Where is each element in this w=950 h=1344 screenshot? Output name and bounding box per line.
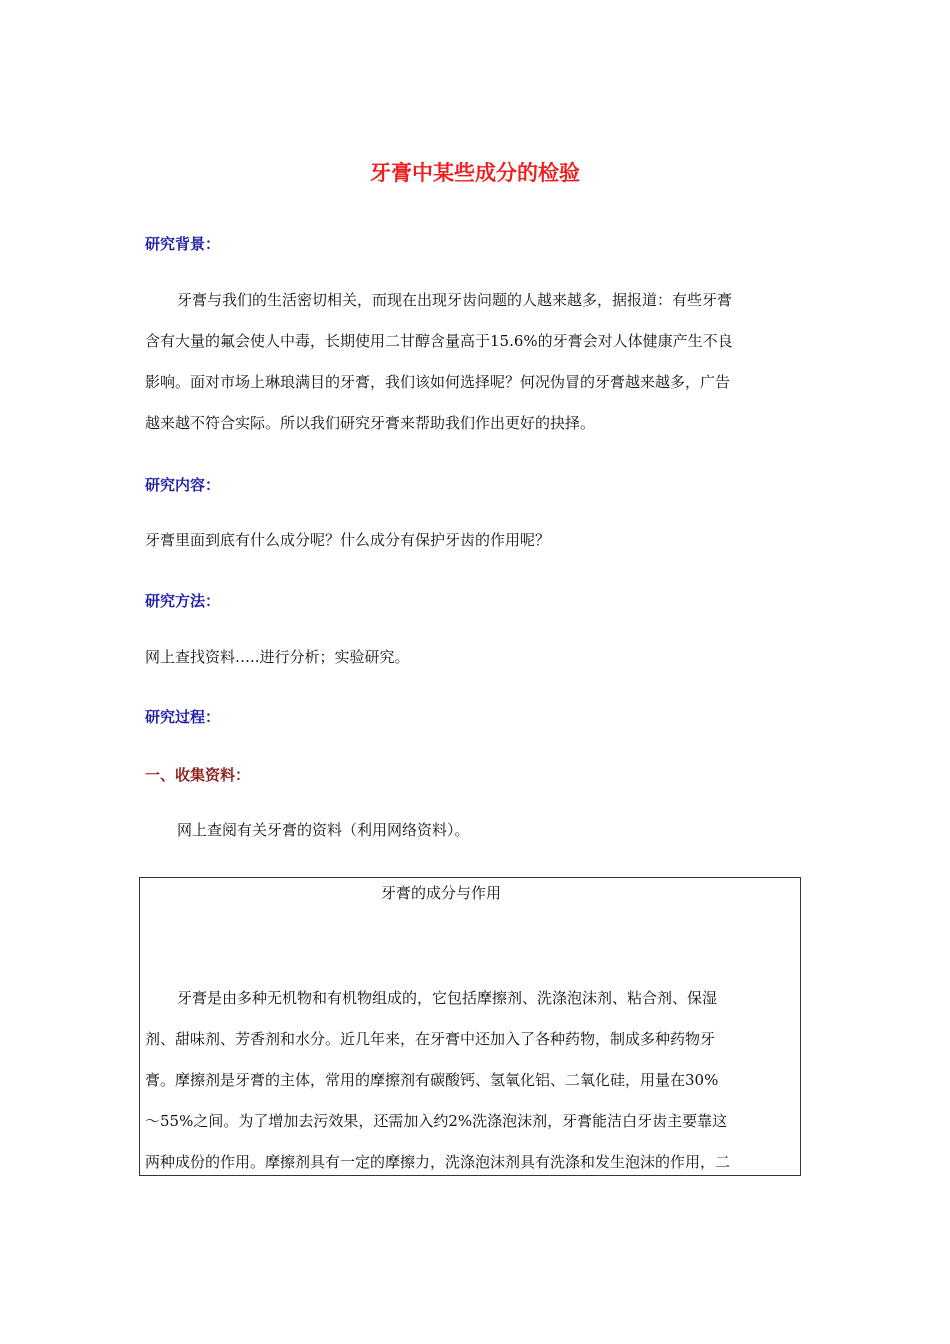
heading-method: 研究方法： [145, 592, 221, 610]
excerpt-line: 两种成份的作用。摩擦剂具有一定的摩擦力，洗涤泡沫剂具有洗涤和发生泡沫的作用，二 [145, 1153, 731, 1171]
heading-content: 研究内容： [145, 476, 221, 494]
content-text: 牙膏里面到底有什么成分呢？什么成分有保护牙齿的作用呢？ [145, 531, 551, 549]
heading-step1: 一、收集资料： [145, 766, 251, 784]
excerpt-box [139, 877, 801, 1176]
background-line: 越来越不符合实际。所以我们研究牙膏来帮助我们作出更好的抉择。 [145, 414, 596, 432]
excerpt-line: 牙膏是由多种无机物和有机物组成的，它包括摩擦剂、洗涤泡沫剂、粘合剂、保湿 [177, 989, 718, 1007]
heading-process: 研究过程： [145, 708, 221, 726]
excerpt-line: 剂、甜味剂、芳香剂和水分。近几年来，在牙膏中还加入了各种药物，制成多种药物牙 [145, 1030, 716, 1048]
background-line: 牙膏与我们的生活密切相关，而现在出现牙齿问题的人越来越多，据报道：有些牙膏 [177, 291, 733, 309]
excerpt-line: ～55%之间。为了增加去污效果，还需加入约2%洗涤泡沫剂，牙膏能洁白牙齿主要靠这 [145, 1112, 728, 1130]
excerpt-line: 膏。摩擦剂是牙膏的主体，常用的摩擦剂有碳酸钙、氢氧化铝、二氧化硅，用量在30% [145, 1071, 719, 1089]
method-text: 网上查找资料…..进行分析；实验研究。 [145, 648, 410, 666]
excerpt-paragraph [145, 978, 797, 1176]
background-paragraph [145, 280, 805, 444]
excerpt-title: 牙膏的成分与作用 [380, 884, 501, 902]
step1-text: 网上查阅有关牙膏的资料（利用网络资料）。 [177, 821, 470, 839]
background-line: 影响。面对市场上琳琅满目的牙膏，我们该如何选择呢？何况伪冒的牙膏越来越多，广告 [145, 373, 731, 391]
document-title: 牙膏中某些成分的检验 [370, 161, 580, 185]
background-line: 含有大量的氟会使人中毒，长期使用二甘醇含量高于15.6%的牙膏会对人体健康产生不良 [145, 332, 733, 350]
heading-background: 研究背景： [145, 235, 221, 253]
